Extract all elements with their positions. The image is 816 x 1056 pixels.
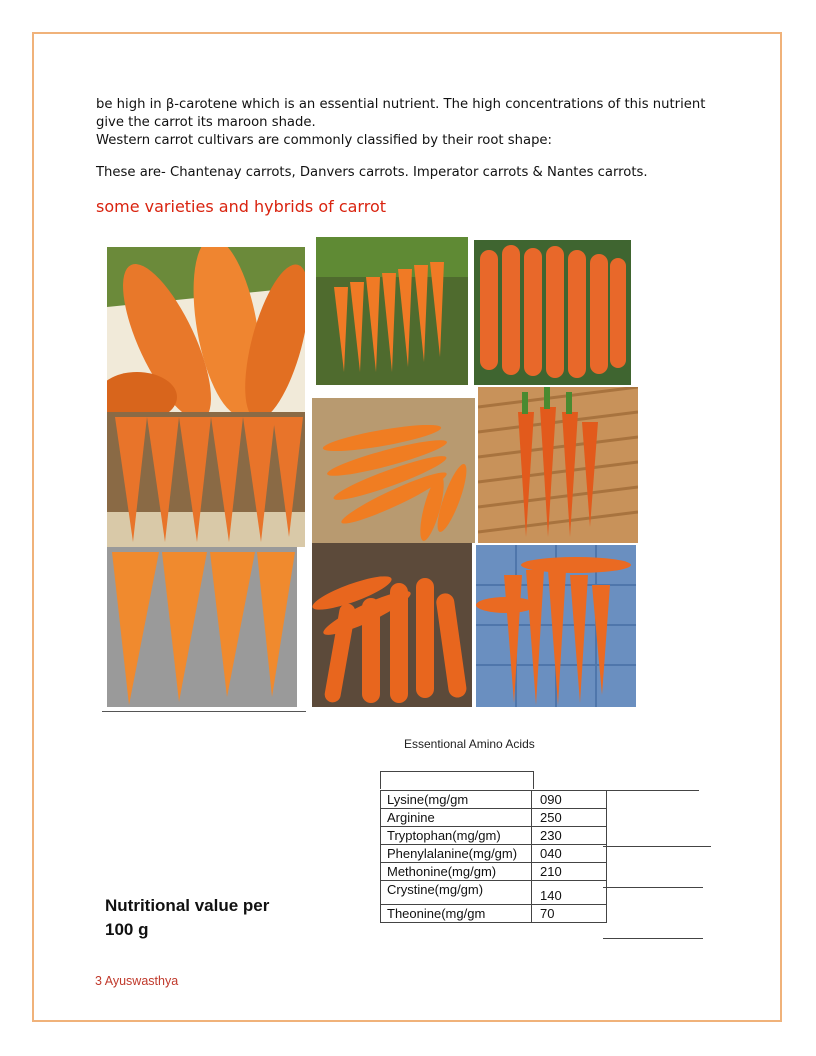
carrot-photo-on-bamboo-mat (478, 387, 638, 543)
amino-acid-value: 230 (532, 827, 607, 845)
intro-line-3: Western carrot cultivars are commonly classified by their root shape: (96, 133, 552, 148)
amino-acid-value: 090 (532, 791, 607, 809)
amino-acid-name: Theonine(mg/gm (381, 905, 532, 923)
table-row (381, 863, 607, 881)
amino-acid-value: 140 (532, 881, 607, 905)
amino-acid-name: Tryptophan(mg/gm) (381, 827, 532, 845)
nutritional-line-2: 100 g (105, 920, 149, 939)
table-row (381, 881, 607, 905)
varieties-heading: some varieties and hybrids of carrot (96, 197, 387, 216)
amino-table-header-cell (380, 771, 534, 789)
carrot-photo-bunch-on-grass (316, 237, 468, 385)
carrot-photo-on-blue-cloth (476, 545, 636, 707)
amino-acid-value: 210 (532, 863, 607, 881)
intro-line-4: These are- Chantenay carrots, Danvers carrots. Imperator carrots & Nantes carrots. (96, 165, 648, 180)
carrot-photo-four-on-gravel (107, 547, 297, 707)
amino-acid-name: Methonine(mg/gm) (381, 863, 532, 881)
table-row (381, 905, 607, 923)
amino-table-side-rule-2 (603, 887, 703, 888)
nutritional-line-1: Nutritional value per (105, 896, 270, 915)
carrot-photo-in-basket (312, 543, 472, 707)
carrot-photo-chantenay-closeup (107, 247, 305, 412)
amino-acid-name: Phenylalanine(mg/gm) (381, 845, 532, 863)
intro-line-2: give the carrot its maroon shade. (96, 115, 316, 130)
table-row (381, 791, 607, 809)
table-row (381, 827, 607, 845)
amino-acid-name: Crystine(mg/gm) (381, 881, 532, 905)
amino-table-side-rule-3 (603, 938, 703, 939)
nutritional-value-heading (105, 894, 269, 942)
amino-acid-value: 040 (532, 845, 607, 863)
photo-grid-rule (102, 711, 306, 712)
amino-acid-value: 70 (532, 905, 607, 923)
carrot-photo-row-on-leaves (474, 240, 631, 385)
amino-acid-name: Arginine (381, 809, 532, 827)
table-row (381, 809, 607, 827)
page-footer: 3 Ayuswasthya (95, 974, 179, 988)
amino-acids-table (380, 790, 607, 923)
amino-acid-value: 250 (532, 809, 607, 827)
amino-acids-caption: Essentional Amino Acids (404, 737, 535, 751)
table-row (381, 845, 607, 863)
carrot-photo-held-bunch (107, 412, 305, 547)
intro-line-1: be high in β-carotene which is an essential nutrient. The high concentrations of this nutrient (96, 97, 706, 112)
amino-acid-name: Lysine(mg/gm (381, 791, 532, 809)
amino-table-side-rule-1 (603, 846, 711, 847)
carrot-photo-on-burlap (312, 398, 475, 543)
